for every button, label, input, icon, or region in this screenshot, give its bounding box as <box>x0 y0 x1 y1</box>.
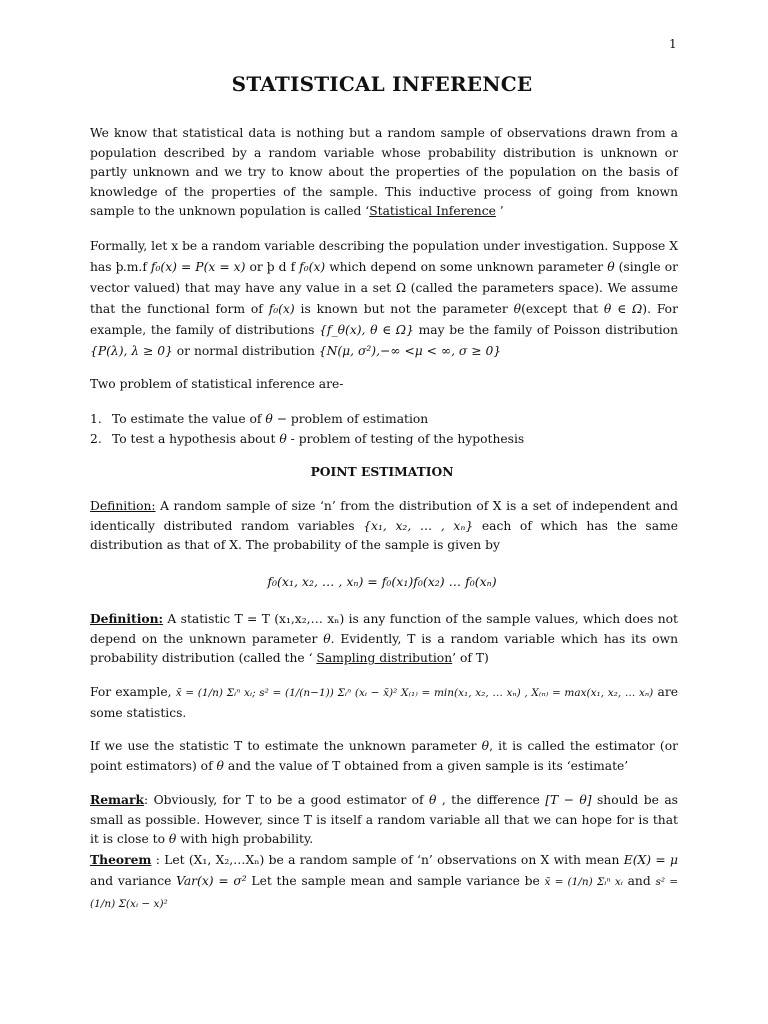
page-number: 1 <box>669 37 677 51</box>
intro-paragraph <box>90 124 678 222</box>
formula-normal: {N(μ, σ²),−∞ <μ < ∞, σ ≥ 0} <box>318 344 502 358</box>
theta-symbol: θ <box>279 432 287 446</box>
theorem-label: Theorem <box>90 852 152 867</box>
formally-text-6: (except that <box>521 302 604 316</box>
theorem-paragraph <box>90 849 678 915</box>
equation-joint-probability: f₀(x₁, x₂, … , xₙ) = f₀(x₁)f₀(x₂) … f₀(xₙ) <box>267 574 497 589</box>
definition-2-text-2: . Evidently, T is a random variable which has its own probability distribution (called the ‘ <box>90 631 678 666</box>
section-heading: POINT ESTIMATION <box>310 464 454 479</box>
formula-sample-set: {x₁, x₂, … , xₙ} <box>363 518 474 533</box>
problems-list <box>90 409 678 449</box>
list-text-post: - problem of testing of the hypothesis <box>286 432 525 446</box>
remark-paragraph <box>90 790 678 850</box>
theorem-text-2: and variance <box>90 874 177 888</box>
example-text-pre: For example, <box>90 685 176 699</box>
formally-text-8: may be the family of Poisson distribution <box>413 323 678 337</box>
formally-text-9: or normal distribution <box>172 344 319 358</box>
intro-text: We know that statistical data is nothing but a random sample of observations drawn from a population described by a random variable whose probability distribution is unknown or partly unknown and we try to know about the properties of the population on the basis of knowledge of the properties of the sample. This inductive process of going from known sample to the unknown population is called ‘ <box>90 126 678 219</box>
intro-tail: ’ <box>495 204 504 219</box>
remark-text-1: : Obviously, for T to be a good estimator of <box>144 793 430 807</box>
theta-symbol: θ <box>168 832 177 847</box>
formally-text-2: or þ d f <box>245 260 300 274</box>
formally-text-7: ). For example, the family of distributions <box>90 302 678 337</box>
formula-sample-mean: x̄ = (1/n) Σᵢⁿ xᵢ <box>544 876 623 888</box>
theta-symbol: θ <box>607 260 615 274</box>
definition-label: Definition: <box>90 611 164 626</box>
list-item <box>90 409 678 429</box>
definition-2-text-3: ’ of T) <box>452 651 489 666</box>
remark-text-3: should be as small as possible. However, since T is itself a random variable all that we can hope for is that it is close to <box>90 793 678 847</box>
two-problems-line: Two problem of statistical inference are- <box>90 377 344 391</box>
formally-paragraph <box>90 236 678 362</box>
page-title: STATISTICAL INFERENCE <box>231 72 533 96</box>
theta-symbol: θ <box>513 302 522 316</box>
example-paragraph <box>90 682 678 723</box>
formula-pdf: f₀(x) <box>299 260 326 274</box>
theta-symbol: θ <box>481 739 490 753</box>
formula-sample-variance: s² = (1/n) Σ(xᵢ − x)² <box>90 876 679 910</box>
example-text-post: are some statistics. <box>90 685 678 720</box>
list-text <box>112 409 428 429</box>
formally-text-4: (single or vector valued) that may have any value in a set Ω (called the parameters space). We assume that the functional form of <box>90 260 678 316</box>
definition-1-text-1: A random sample of size ‘n’ from the distribution of X is a set of independent and identically distributed random variables <box>90 499 678 533</box>
theta-symbol: θ <box>216 758 224 773</box>
theorem-text-4: and <box>622 874 656 888</box>
list-text-post: − problem of estimation <box>272 412 429 426</box>
list-text <box>112 429 524 449</box>
definition-label: Definition: <box>90 499 156 513</box>
theta-symbol: θ <box>323 631 331 646</box>
list-text-pre: To test a hypothesis about <box>112 432 280 446</box>
list-item <box>90 429 678 449</box>
formula-family: {f_θ(x), θ ∈ Ω} <box>319 323 414 337</box>
formally-text-3: which depend on some unknown parameter <box>325 260 608 274</box>
formula-poisson: {P(λ), λ ≥ 0} <box>90 344 173 358</box>
theorem-text-3: Let the sample mean and sample variance be <box>246 874 545 888</box>
list-number: 1. <box>90 412 102 426</box>
formula-difference: [T − θ] <box>545 793 592 807</box>
formula-mean: E(X) = μ <box>623 853 678 867</box>
theorem-text-1: : Let (X₁, X₂,…Xₙ) be a random sample of ‘n’ observations on X with mean <box>151 853 624 867</box>
definition-2-paragraph <box>90 609 678 669</box>
definition-2-text-1: A statistic T = T (x₁,x₂,… xₙ) is any function of the sample values, which does not depend on the unknown parameter <box>90 612 678 646</box>
list-text-pre: To estimate the value of <box>112 412 266 426</box>
formula-theta-in-omega: θ ∈ Ω <box>603 302 643 316</box>
remark-text-2: , the difference <box>436 793 546 807</box>
remark-label: Remark <box>90 792 145 807</box>
formula-variance: Var(x) = σ² <box>176 874 247 888</box>
estimator-paragraph <box>90 737 678 776</box>
theta-symbol: θ <box>265 412 273 426</box>
formula-pmf: f₀(x) = P(x = x) <box>150 260 246 274</box>
formula-f0: f₀(x) <box>268 302 295 316</box>
list-number: 2. <box>90 432 102 446</box>
formally-text-1: Formally, let x be a random variable describing the population under investigation. Suppose X has þ.m.f <box>90 239 678 274</box>
intro-term: Statistical Inference <box>369 204 496 219</box>
estimator-text-3: and the value of T obtained from a given sample is its ‘estimate’ <box>223 758 629 773</box>
estimator-text-2: , it is called the estimator (or point estimators) of <box>90 739 679 773</box>
formally-text-5: is known but not the parameter <box>294 302 514 316</box>
theta-symbol: θ <box>429 793 437 807</box>
estimator-text-1: If we use the statistic T to estimate the unknown parameter <box>90 739 482 753</box>
formula-statistics-examples: x̄ = (1/n) Σᵢⁿ xᵢ; s² = (1/(n−1)) Σᵢⁿ (xᵢ − x̄)² X₍₁₎ = min(x₁, x₂, … xₙ) , X₍ₙ₎ = max(x₁, x₂, … xₙ) <box>175 687 654 699</box>
sampling-distribution-term: Sampling distribution <box>316 651 453 666</box>
definition-1-text-2: each of which has the same distribution as that of X. The probability of the sample is given by <box>90 518 679 553</box>
remark-text-4: with high probability. <box>176 832 314 847</box>
definition-1-paragraph <box>90 497 678 556</box>
